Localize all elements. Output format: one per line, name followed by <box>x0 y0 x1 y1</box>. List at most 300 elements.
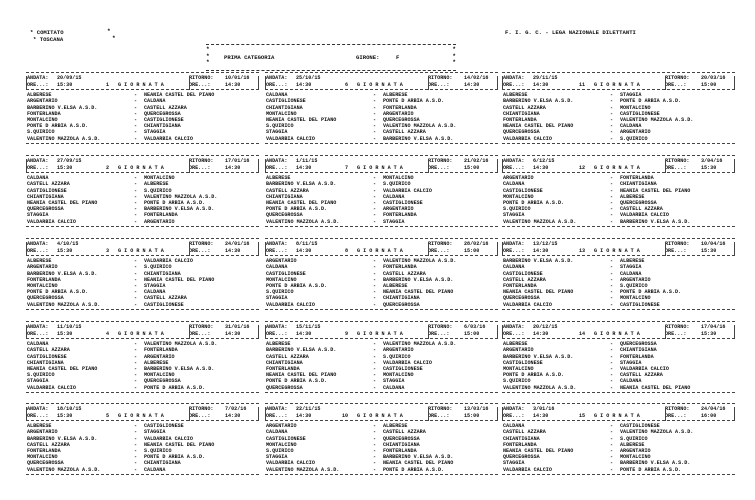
match-separator: - <box>373 218 377 225</box>
ore-ritorno: 14:30 <box>225 330 241 337</box>
match-separator: - <box>610 341 614 348</box>
giornata-label: G I O R N A T A <box>357 164 403 171</box>
andata-label: ANDATA: <box>27 241 49 247</box>
home-team: MONTALCINO <box>266 110 297 117</box>
home-team: PONTE D ARBIA A.S.D. <box>503 199 565 206</box>
match-row <box>265 136 498 142</box>
ritorno-label: RITORNO: <box>189 241 214 247</box>
home-team: ARGENTARIO <box>503 347 534 354</box>
andata-date: 29/11/15 <box>533 75 558 81</box>
andata-label: ANDATA: <box>266 158 288 164</box>
home-team: NEANIA CASTEL DEL PIANO <box>503 447 574 454</box>
ritorno-label: RITORNO: <box>665 75 690 81</box>
andata-label: ANDATA: <box>503 75 525 81</box>
dashed-rule <box>265 420 498 421</box>
away-team: STAGGIA <box>620 92 642 99</box>
ore-andata-label: ORE...: <box>27 412 49 419</box>
away-team: FONTERLANDA <box>383 447 417 454</box>
round-block <box>502 72 735 160</box>
round-block <box>265 72 498 160</box>
vertical-bar <box>497 76 498 90</box>
home-team: ALBERESE <box>27 258 52 265</box>
vertical-bar <box>497 407 498 421</box>
giornata-label: G I O R N A T A <box>594 412 640 419</box>
away-team: FONTERLANDA <box>383 104 417 111</box>
home-team: ARGENTARIO <box>27 264 58 271</box>
round-header-row <box>502 406 735 413</box>
match-row <box>502 467 735 473</box>
home-team: CALDANA <box>266 92 288 99</box>
ritorno-label: RITORNO: <box>665 158 690 164</box>
giornata-label: G I O R N A T A <box>118 412 164 419</box>
home-team: VALDARBIA CALCIO <box>266 135 315 142</box>
match-separator: - <box>134 104 138 111</box>
dashed-rule <box>265 238 498 239</box>
home-team: MONTALCINO <box>27 116 58 123</box>
match-separator: - <box>610 282 614 289</box>
dashed-rule <box>502 155 735 156</box>
match-separator: - <box>610 270 614 277</box>
ore-andata-label: ORE...: <box>27 247 49 254</box>
dashed-rule <box>502 392 735 393</box>
ore-andata: 14:30 <box>533 247 549 254</box>
home-team: STAGGIA <box>27 378 49 385</box>
round-number: 15 <box>579 412 586 419</box>
header-left-line2: * TOSCANA <box>33 36 64 43</box>
home-team: CHIANTIGIANA <box>266 193 303 200</box>
giornata-label: G I O R N A T A <box>118 81 164 88</box>
away-team: ALBERESE <box>620 441 645 448</box>
andata-date: 4/10/15 <box>57 241 79 247</box>
home-team: CHIANTIGIANA <box>503 110 540 117</box>
home-team: VALDARBIA CALCIO <box>27 218 76 225</box>
away-team: MONTALCINO <box>620 295 651 302</box>
ritorno-date: 17/01/16 <box>225 158 250 164</box>
match-separator: - <box>610 187 614 194</box>
vertical-bar <box>258 76 259 90</box>
dashed-rule <box>26 309 259 310</box>
home-team: MONTALCINO <box>503 193 534 200</box>
andata-date: 25/10/15 <box>296 75 321 81</box>
home-team: NEANIA CASTEL DEL PIANO <box>503 123 574 130</box>
ritorno-label: RITORNO: <box>665 241 690 247</box>
match-separator: - <box>134 135 138 142</box>
ritorno-label: RITORNO: <box>428 324 453 330</box>
away-team: MONTALCINO <box>620 454 651 461</box>
match-separator: - <box>134 441 138 448</box>
match-separator: - <box>373 384 377 391</box>
vertical-bar <box>258 159 259 173</box>
match-row <box>265 467 498 473</box>
match-separator: - <box>610 460 614 467</box>
away-team: BARBERINO V.ELSA A.S.D. <box>620 460 691 467</box>
giornata-label: G I O R N A T A <box>357 81 403 88</box>
away-team: ALBERESE <box>383 282 408 289</box>
match-separator: - <box>134 92 138 99</box>
vertical-bar <box>26 242 27 256</box>
away-team: ALBERESE <box>620 258 645 265</box>
match-separator: - <box>610 423 614 430</box>
ore-ritorno: 14:30 <box>225 247 241 254</box>
ore-andata-label: ORE...: <box>27 164 49 171</box>
ore-andata-label: ORE...: <box>503 330 525 337</box>
match-separator: - <box>373 181 377 188</box>
giornata-label: G I O R N A T A <box>594 330 640 337</box>
match-separator: - <box>373 295 377 302</box>
round-number: 7 <box>345 164 349 171</box>
match-separator: - <box>134 384 138 391</box>
ore-ritorno: 15:00 <box>464 164 480 171</box>
match-separator: - <box>610 98 614 105</box>
away-team: ARGENTARIO <box>620 129 651 136</box>
dashed-rule <box>265 474 498 475</box>
round-header-row <box>26 324 259 331</box>
ore-ritorno: 14:30 <box>225 412 241 419</box>
away-team: FONTERLANDA <box>144 212 178 219</box>
ore-ritorno-label: ORE...: <box>428 247 450 254</box>
dashed-rule <box>265 321 498 322</box>
match-row <box>502 136 735 142</box>
match-separator: - <box>373 301 377 308</box>
match-separator: - <box>373 116 377 123</box>
round-number: 12 <box>579 164 586 171</box>
vertical-bar <box>26 76 27 90</box>
home-team: CHIANTIGIANA <box>27 193 64 200</box>
away-team: CALDANA <box>383 193 405 200</box>
away-team: QUERCEGROSSA <box>383 435 420 442</box>
match-separator: - <box>134 347 138 354</box>
match-separator: - <box>610 129 614 136</box>
round-time-row <box>502 413 735 420</box>
andata-date: 8/11/15 <box>296 241 318 247</box>
vertical-bar <box>265 407 266 421</box>
match-separator: - <box>610 181 614 188</box>
away-team: PONTE D ARBIA A.S.D. <box>383 98 445 105</box>
round-time-row <box>26 248 259 255</box>
round-number: 3 <box>106 247 110 254</box>
match-separator: - <box>134 276 138 283</box>
round-header-row <box>26 158 259 165</box>
home-team: QUERCEGROSSA <box>27 460 64 467</box>
match-separator: - <box>134 218 138 225</box>
round-header-row <box>26 241 259 248</box>
ore-andata: 14:30 <box>296 81 312 88</box>
home-team: CASTELL AZZARA <box>27 347 70 354</box>
andata-date: 20/12/15 <box>533 324 558 330</box>
ore-ritorno: 14:30 <box>464 81 480 88</box>
andata-date: 18/10/15 <box>57 406 82 412</box>
match-separator: - <box>373 129 377 136</box>
andata-label: ANDATA: <box>503 241 525 247</box>
home-team: STAGGIA <box>503 460 525 467</box>
away-team: MONTALCINO <box>144 372 175 379</box>
match-separator: - <box>610 353 614 360</box>
vertical-bar <box>258 407 259 421</box>
ore-ritorno: 15:00 <box>701 81 717 88</box>
away-team: PONTE D ARBIA A.S.D. <box>144 384 206 391</box>
group-label: GIRONE: <box>356 54 380 61</box>
dashed-rule <box>265 172 498 173</box>
home-team: VALDARBIA CALCIO <box>503 135 552 142</box>
ritorno-date: 13/03/16 <box>464 406 489 412</box>
away-team: PONTE D ARBIA A.S.D. <box>620 466 682 473</box>
match-separator: - <box>610 264 614 271</box>
vertical-bar <box>189 407 190 421</box>
ritorno-label: RITORNO: <box>665 406 690 412</box>
round-header-row <box>26 75 259 82</box>
round-block <box>26 155 259 243</box>
vertical-bar <box>734 159 735 173</box>
round-number: 14 <box>579 330 586 337</box>
home-team: CALDANA <box>266 429 288 436</box>
ore-ritorno-label: ORE...: <box>428 164 450 171</box>
match-separator: - <box>134 341 138 348</box>
round-number: 9 <box>345 330 349 337</box>
round-block <box>26 72 259 160</box>
ore-andata-label: ORE...: <box>266 164 288 171</box>
match-separator: - <box>610 347 614 354</box>
vertical-bar <box>665 325 666 339</box>
round-block <box>265 403 498 491</box>
andata-label: ANDATA: <box>27 324 49 330</box>
match-separator: - <box>373 92 377 99</box>
ore-ritorno-label: ORE...: <box>665 164 687 171</box>
away-team: PONTE D ARBIA A.S.D. <box>620 98 682 105</box>
away-team: CASTIGLIONESE <box>620 301 660 308</box>
vertical-bar <box>497 242 498 256</box>
home-team: ARGENTARIO <box>266 258 297 265</box>
away-team: STAGGIA <box>144 282 166 289</box>
home-team: CASTELL AZZARA <box>27 181 70 188</box>
away-team: CASTIGLIONESE <box>144 116 184 123</box>
home-team: QUERCEGROSSA <box>27 295 64 302</box>
away-team: CALDANA <box>620 378 642 385</box>
away-team: FONTERLANDA <box>620 353 654 360</box>
away-team: ALBERESE <box>620 193 645 200</box>
home-team: VALENTINO MAZZOLA A.S.D. <box>27 301 101 308</box>
away-team: S.QUIRICO <box>620 135 648 142</box>
round-time-row <box>265 248 498 255</box>
home-team: VALENTINO MAZZOLA A.S.D. <box>27 135 101 142</box>
vertical-bar <box>258 242 259 256</box>
home-team: BARBERINO V.ELSA A.S.D. <box>266 181 337 188</box>
match-separator: - <box>134 129 138 136</box>
ritorno-date: 31/01/16 <box>225 324 250 330</box>
match-separator: - <box>373 460 377 467</box>
match-separator: - <box>610 429 614 436</box>
round-header-row <box>502 158 735 165</box>
match-separator: - <box>134 295 138 302</box>
vertical-bar <box>502 242 503 256</box>
away-team: QUERCEGROSSA <box>383 116 420 123</box>
home-team: PONTE D ARBIA A.S.D. <box>266 378 328 385</box>
ore-andata-label: ORE...: <box>503 412 525 419</box>
match-separator: - <box>610 435 614 442</box>
home-team: VALENTINO MAZZOLA A.S.D. <box>27 466 101 473</box>
match-separator: - <box>134 187 138 194</box>
ore-ritorno: 15:30 <box>701 330 717 337</box>
away-team: CASTELL AZZARA <box>144 295 187 302</box>
vertical-bar <box>265 325 266 339</box>
away-team: NEANIA CASTEL DEL PIANO <box>383 460 454 467</box>
away-team: MONTALCINO <box>383 372 414 379</box>
home-team: VALDARBIA CALCIO <box>266 460 315 467</box>
home-team: CASTELL AZZARA <box>503 104 546 111</box>
vertical-bar <box>265 242 266 256</box>
away-team: CASTELL AZZARA <box>620 206 663 213</box>
match-separator: - <box>373 206 377 213</box>
round-header-row <box>502 75 735 82</box>
away-team: ALBERESE <box>383 92 408 99</box>
title-box-left-stars: * * * <box>206 46 210 66</box>
match-row <box>265 385 498 391</box>
away-team: CHIANTIGIANA <box>144 270 181 277</box>
giornata-label: G I O R N A T A <box>357 247 403 254</box>
away-team: MONTALCINO <box>383 175 414 182</box>
giornata-label: G I O R N A T A <box>118 164 164 171</box>
ore-andata: 14:30 <box>533 412 549 419</box>
match-separator: - <box>134 206 138 213</box>
home-team: ALBERESE <box>503 92 528 99</box>
home-team: CASTIGLIONESE <box>266 98 306 105</box>
away-team: VALENTINO MAZZOLA A.S.D. <box>620 429 694 436</box>
dashed-rule <box>26 172 259 173</box>
home-team: CASTELL AZZARA <box>503 276 546 283</box>
round-number: 8 <box>345 247 349 254</box>
vertical-bar <box>502 159 503 173</box>
match-separator: - <box>610 193 614 200</box>
match-separator: - <box>373 135 377 142</box>
away-team: S.QUIRICO <box>620 435 648 442</box>
ore-ritorno-label: ORE...: <box>665 330 687 337</box>
away-team: CASTIGLIONESE <box>620 423 660 430</box>
away-team: VALDARBIA CALCIO <box>383 187 432 194</box>
dashed-rule <box>26 155 259 156</box>
dashed-rule <box>26 392 259 393</box>
ore-ritorno-label: ORE...: <box>428 412 450 419</box>
dashed-rule <box>502 255 735 256</box>
home-team: BARBERINO V.ELSA A.S.D. <box>503 98 574 105</box>
match-separator: - <box>610 295 614 302</box>
home-team: CALDANA <box>27 175 49 182</box>
away-team: BARBERINO V.ELSA A.S.D. <box>144 206 215 213</box>
round-block <box>26 403 259 491</box>
away-team: CASTELL AZZARA <box>144 104 187 111</box>
away-team: CASTELL AZZARA <box>620 372 663 379</box>
match-separator: - <box>610 92 614 99</box>
andata-date: 3/01/16 <box>533 406 555 412</box>
dashed-rule <box>502 309 735 310</box>
vertical-bar <box>665 159 666 173</box>
dashed-rule <box>26 420 259 421</box>
match-separator: - <box>373 282 377 289</box>
round-header-row <box>502 241 735 248</box>
match-separator: - <box>134 264 138 271</box>
away-team: BARBERINO V.ELSA A.S.D. <box>144 365 215 372</box>
vertical-bar <box>665 407 666 421</box>
round-time-row <box>502 331 735 338</box>
vertical-bar <box>265 76 266 90</box>
home-team: CASTIGLIONESE <box>266 270 306 277</box>
dashed-rule <box>26 238 259 239</box>
match-separator: - <box>373 347 377 354</box>
andata-label: ANDATA: <box>503 324 525 330</box>
match-row <box>26 385 259 391</box>
home-team: ALBERESE <box>266 175 291 182</box>
home-team: CASTIGLIONESE <box>27 353 67 360</box>
home-team: PONTE D ARBIA A.S.D. <box>27 123 89 130</box>
home-team: STAGGIA <box>266 454 288 461</box>
away-team: CALDANA <box>144 466 166 473</box>
vertical-bar <box>189 325 190 339</box>
giornata-label: G I O R N A T A <box>118 330 164 337</box>
round-block <box>502 403 735 491</box>
giornata-label: G I O R N A T A <box>594 164 640 171</box>
away-team: S.QUIRICO <box>383 353 411 360</box>
home-team: VALDARBIA CALCIO <box>266 301 315 308</box>
andata-date: 1/11/15 <box>296 158 318 164</box>
ritorno-label: RITORNO: <box>665 324 690 330</box>
away-team: STAGGIA <box>144 129 166 136</box>
home-team: NEANIA CASTEL DEL PIANO <box>27 365 98 372</box>
round-block <box>265 238 498 326</box>
ore-andata: 14:30 <box>296 330 312 337</box>
round-block <box>26 238 259 326</box>
dashed-rule <box>26 338 259 339</box>
home-team: FONTERLANDA <box>27 447 61 454</box>
home-team: VALENTINO MAZZOLA A.S.D. <box>503 384 577 391</box>
away-team: VALENTINO MAZZOLA A.S.D. <box>144 341 218 348</box>
andata-label: ANDATA: <box>503 158 525 164</box>
andata-date: 11/10/15 <box>57 324 82 330</box>
andata-label: ANDATA: <box>503 406 525 412</box>
home-team: CHIANTIGIANA <box>266 359 303 366</box>
match-separator: - <box>134 258 138 265</box>
away-team: CASTELL AZZARA <box>383 270 426 277</box>
match-separator: - <box>610 378 614 385</box>
round-header-row <box>265 324 498 331</box>
home-team: VALENTINO MAZZOLA A.S.D. <box>266 466 340 473</box>
dashed-rule <box>265 72 498 73</box>
home-team: BARBERINO V.ELSA A.S.D. <box>27 104 98 111</box>
match-separator: - <box>134 212 138 219</box>
match-separator: - <box>134 175 138 182</box>
ritorno-date: 14/02/16 <box>464 75 489 81</box>
away-team: CHIANTIGIANA <box>620 181 657 188</box>
match-separator: - <box>134 289 138 296</box>
match-separator: - <box>134 181 138 188</box>
giornata-label: G I O R N A T A <box>594 81 640 88</box>
match-separator: - <box>373 372 377 379</box>
match-row <box>26 219 259 225</box>
ritorno-label: RITORNO: <box>189 324 214 330</box>
match-separator: - <box>373 447 377 454</box>
home-team: CASTIGLIONESE <box>27 187 67 194</box>
home-team: BARBERINO V.ELSA A.S.D. <box>27 270 98 277</box>
round-header-row <box>265 241 498 248</box>
vertical-bar <box>497 159 498 173</box>
away-team: CALDANA <box>620 270 642 277</box>
home-team: CHIANTIGIANA <box>27 359 64 366</box>
home-team: CHIANTIGIANA <box>503 435 540 442</box>
home-team: QUERCEGROSSA <box>27 206 64 213</box>
dashed-rule <box>265 392 498 393</box>
away-team: VALDARBIA CALCIO <box>144 435 193 442</box>
header-star-1: * <box>107 28 111 35</box>
away-team: S.QUIRICO <box>383 181 411 188</box>
match-separator: - <box>373 378 377 385</box>
home-team: CASTELL AZZARA <box>503 429 546 436</box>
